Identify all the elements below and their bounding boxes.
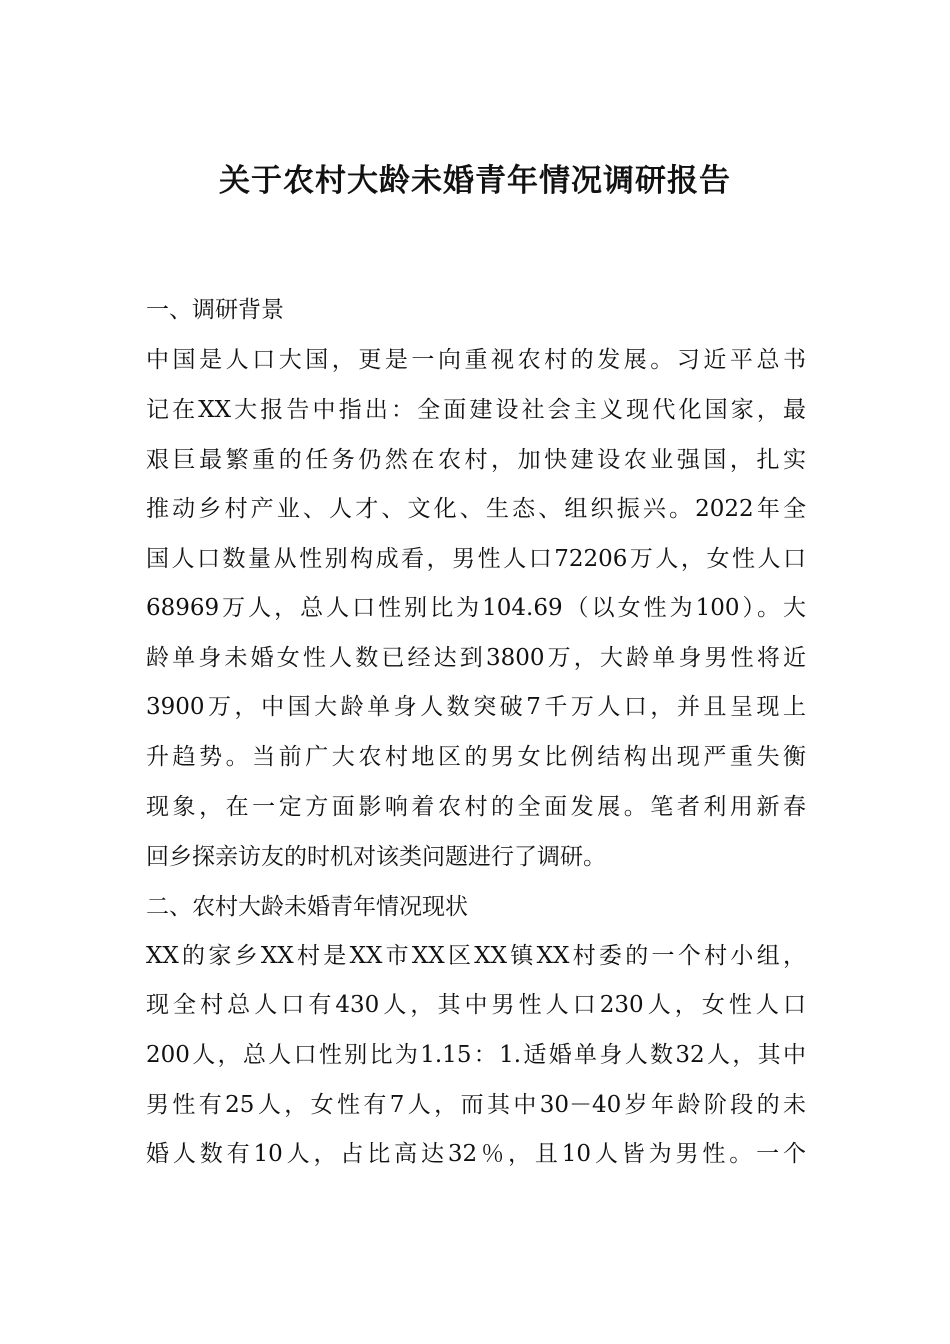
paragraph-line: 国人口数量从性别构成看，男性人口72206万人，女性人口 [146, 546, 806, 572]
paragraph-line: 中国是人口大国，更是一向重视农村的发展。习近平总书 [146, 347, 806, 373]
paragraph-line: 推动乡村产业、人才、文化、生态、组织振兴。2022年全 [146, 496, 806, 522]
section-heading-background: 一、调研背景 [146, 297, 284, 323]
paragraph-line: 200人，总人口性别比为1.15：1.适婚单身人数32人，其中 [146, 1042, 806, 1068]
document-title: 关于农村大龄未婚青年情况调研报告 [219, 163, 731, 199]
paragraph-line: 龄单身未婚女性人数已经达到3800万，大龄单身男性将近 [146, 645, 806, 671]
paragraph-line: 记在XX大报告中指出：全面建设社会主义现代化国家，最 [146, 397, 806, 423]
paragraph-line: 艰巨最繁重的任务仍然在农村，加快建设农业强国，扎实 [146, 447, 806, 473]
paragraph-line: 68969万人，总人口性别比为104.69（以女性为100）。大 [146, 595, 806, 621]
section-heading-status: 二、农村大龄未婚青年情况现状 [146, 894, 468, 920]
paragraph-line: 婚人数有10人，占比高达32％，且10人皆为男性。一个 [146, 1141, 806, 1167]
paragraph-line: 男性有25人，女性有7人，而其中30－40岁年龄阶段的未 [146, 1092, 806, 1118]
paragraph-line: 回乡探亲访友的时机对该类问题进行了调研。 [146, 844, 606, 870]
paragraph-line: 现全村总人口有430人，其中男性人口230人，女性人口 [146, 992, 806, 1018]
paragraph-line: XX的家乡XX村是XX市XX区XX镇XX村委的一个村小组， [146, 943, 806, 969]
paragraph-line: 升趋势。当前广大农村地区的男女比例结构出现严重失衡 [146, 744, 806, 770]
paragraph-line: 3900万，中国大龄单身人数突破7千万人口，并且呈现上 [146, 694, 806, 720]
paragraph-line: 现象，在一定方面影响着农村的全面发展。笔者利用新春 [146, 794, 806, 820]
